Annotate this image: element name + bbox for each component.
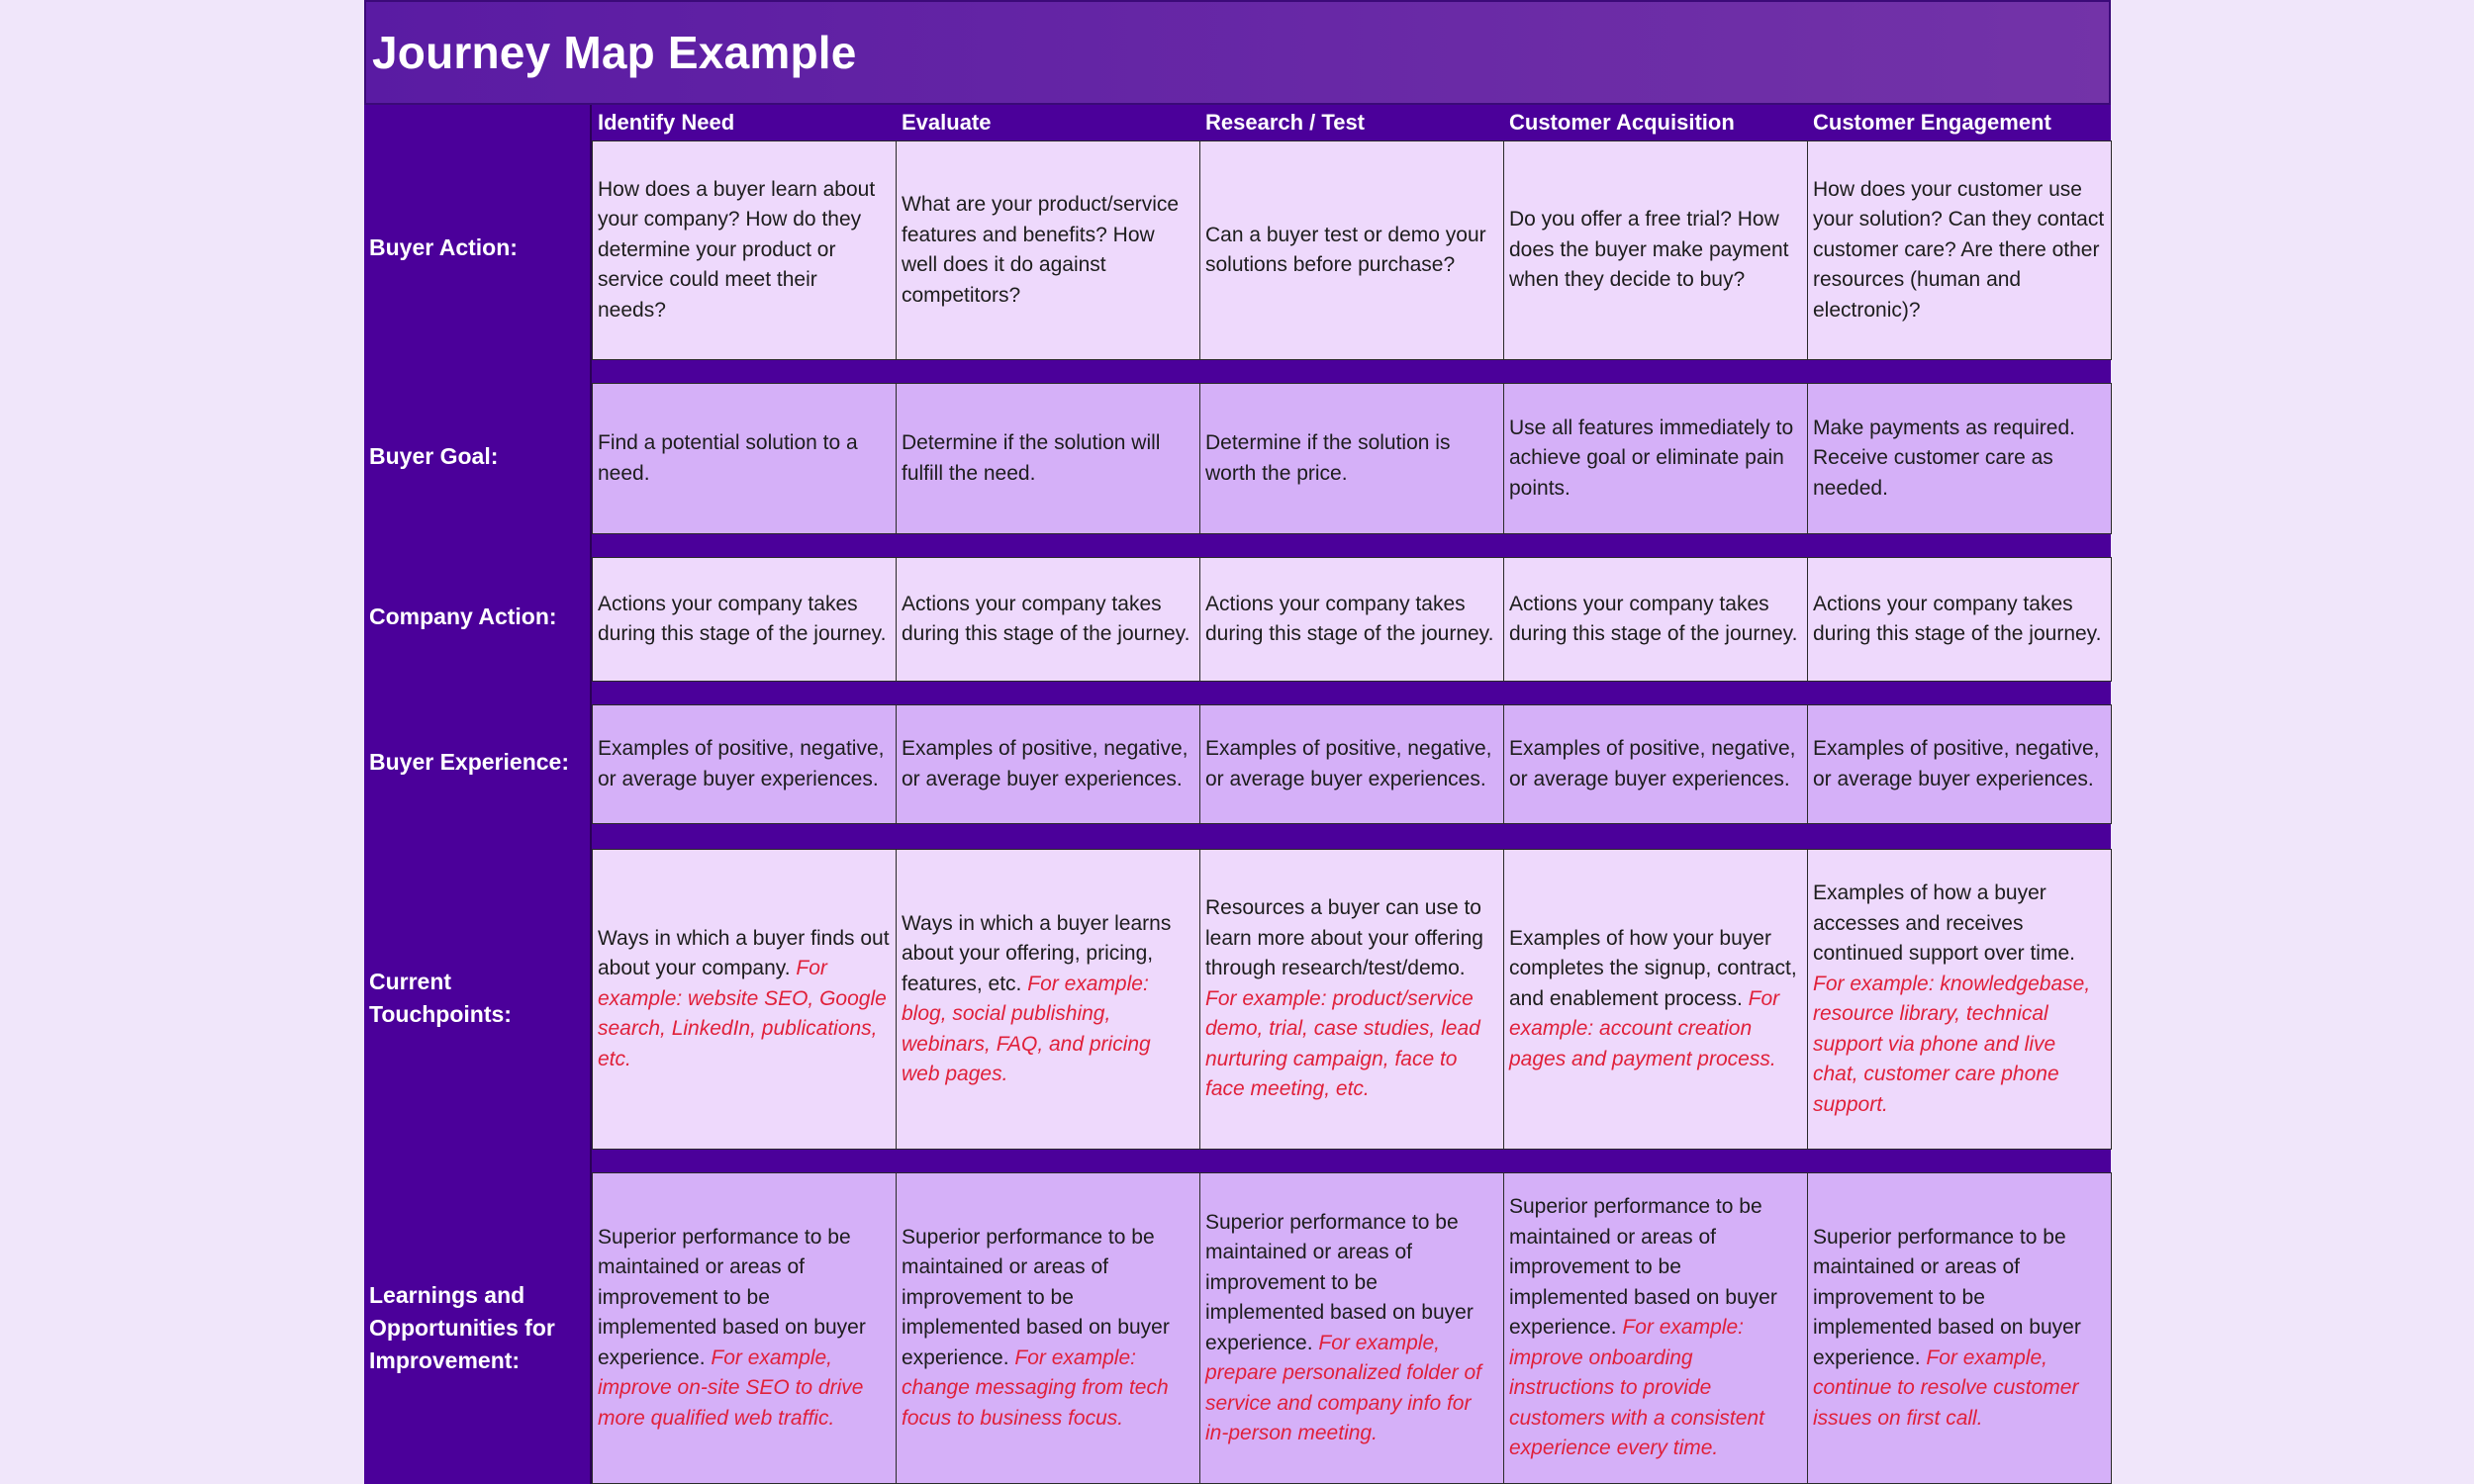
row-label-company-action: Company Action: — [369, 603, 557, 629]
cell-example-text: For example: account creation pages and payment process. — [1509, 986, 1780, 1070]
cell-content — [902, 190, 1193, 311]
cell-buyer-goal-customer-engagement — [1807, 383, 2112, 534]
cell-example-text: For example: improve onboarding instructions to provide customers with a consistent experience every time. — [1509, 1316, 1764, 1460]
cell-text: Can a buyer test or demo your solutions before purchase? — [1205, 223, 1486, 276]
cell-learnings-customer-engagement — [1807, 1172, 2112, 1484]
cell-learnings-evaluate — [896, 1172, 1200, 1484]
cell-text: Superior performance to be maintained or areas of improvement to be implemented based on buyer experience. — [1813, 1225, 2081, 1369]
column-header-identify-need: Identify Need — [598, 110, 735, 135]
cell-buyer-action-customer-engagement — [1807, 140, 2112, 360]
cell-text: Find a potential solution to a need. — [598, 431, 858, 485]
cell-content — [1813, 879, 2105, 1120]
cell-text: Examples of how your buyer completes the signup, contract, and enablement process. — [1509, 926, 1797, 1010]
cell-content — [1205, 893, 1497, 1105]
cell-text: Examples of positive, negative, or average buyer experiences. — [1205, 737, 1492, 790]
cell-text: How does a buyer learn about your company? How do they determine your product or service could meet their needs? — [598, 177, 876, 322]
cell-text: What are your product/service features and benefits? How well does it do against competitors? — [902, 193, 1180, 307]
cell-content — [598, 428, 890, 489]
cell-learnings-identify-need — [592, 1172, 897, 1484]
cell-text: Superior performance to be maintained or areas of improvement to be implemented based on buyer experience. — [1509, 1195, 1777, 1340]
cell-content — [598, 734, 890, 794]
cell-content — [1813, 414, 2105, 505]
cell-text: Ways in which a buyer learns about your offering, pricing, features, etc. — [902, 911, 1172, 995]
cell-text: Superior performance to be maintained or areas of improvement to be implemented based on buyer experience. — [902, 1225, 1170, 1369]
cell-content — [1509, 734, 1801, 794]
cell-buyer-goal-evaluate — [896, 383, 1200, 534]
cell-buyer-action-customer-acquisition — [1503, 140, 1808, 360]
cell-text: Actions your company takes during this stage of the journey. — [598, 592, 887, 645]
title-bar — [364, 0, 2111, 105]
cell-company-action-customer-engagement — [1807, 557, 2112, 682]
cell-content — [598, 175, 890, 326]
cell-buyer-experience-evaluate — [896, 704, 1200, 824]
cell-company-action-evaluate — [896, 557, 1200, 682]
cell-text: How does your customer use your solution? Can they contact customer care? Are there other resources (human and electronic)? — [1813, 177, 2105, 322]
cell-content — [1509, 414, 1801, 505]
cell-content — [902, 428, 1193, 489]
cell-current-touchpoints-customer-acquisition — [1503, 849, 1808, 1150]
cell-example-text: For example, prepare personalized folder of service and company info for in-person meeting. — [1205, 1331, 1482, 1444]
row-label-current-touchpoints: Current Touchpoints: — [369, 969, 512, 1027]
row-separator — [592, 534, 2111, 557]
cell-buyer-goal-research-test — [1199, 383, 1504, 534]
column-header-evaluate: Evaluate — [902, 110, 992, 135]
column-header-row — [592, 105, 2111, 140]
cell-text: Examples of how a buyer accesses and receives continued support over time. — [1813, 881, 2075, 965]
cell-buyer-action-identify-need — [592, 140, 897, 360]
cell-content — [1205, 734, 1497, 794]
cell-company-action-customer-acquisition — [1503, 557, 1808, 682]
column-header-research-test: Research / Test — [1205, 110, 1366, 135]
cell-example-text: For example, continue to resolve customer issues on first call. — [1813, 1345, 2079, 1430]
cell-learnings-customer-acquisition — [1503, 1172, 1808, 1484]
row-label-buyer-goal: Buyer Goal: — [369, 443, 499, 469]
cell-current-touchpoints-evaluate — [896, 849, 1200, 1150]
cell-company-action-research-test — [1199, 557, 1504, 682]
cell-example-text: For example: product/service demo, trial, case studies, lead nurturing campaign, face to face meeting, etc. — [1205, 986, 1480, 1101]
cell-text: Examples of positive, negative, or average buyer experiences. — [1813, 737, 2100, 790]
cell-text: Superior performance to be maintained or areas of improvement to be implemented based on buyer experience. — [1205, 1210, 1474, 1354]
column-header-customer-engagement: Customer Engagement — [1813, 110, 2051, 135]
cell-content — [598, 924, 890, 1075]
cell-buyer-experience-customer-engagement — [1807, 704, 2112, 824]
cell-content — [1205, 428, 1497, 489]
cell-text: Examples of positive, negative, or average buyer experiences. — [902, 737, 1189, 790]
cell-content — [1205, 221, 1497, 281]
row-label-buyer-action: Buyer Action: — [369, 234, 518, 260]
column-header-customer-acquisition: Customer Acquisition — [1509, 110, 1735, 135]
cell-text: Examples of positive, negative, or average buyer experiences. — [598, 737, 885, 790]
cell-content — [1813, 734, 2105, 794]
cell-text: Resources a buyer can use to learn more about your offering through research/test/demo. — [1205, 896, 1483, 980]
cell-content — [1813, 175, 2105, 326]
cell-text: Determine if the solution will fulfill the need. — [902, 431, 1161, 485]
cell-buyer-experience-research-test — [1199, 704, 1504, 824]
cell-text: Make payments as required. Receive customer care as needed. — [1813, 416, 2075, 500]
cell-content — [1509, 924, 1801, 1075]
cell-current-touchpoints-identify-need — [592, 849, 897, 1150]
row-separator — [592, 1150, 2111, 1172]
cell-buyer-goal-identify-need — [592, 383, 897, 534]
row-label-buyer-experience: Buyer Experience: — [369, 749, 569, 775]
cell-content — [1813, 1223, 2105, 1435]
cell-content — [902, 734, 1193, 794]
cell-text: Do you offer a free trial? How does the buyer make payment when they decide to buy? — [1509, 208, 1789, 292]
cell-content — [598, 590, 890, 650]
cell-content — [902, 590, 1193, 650]
row-labels-column — [364, 105, 592, 1484]
cell-buyer-action-evaluate — [896, 140, 1200, 360]
cell-company-action-identify-need — [592, 557, 897, 682]
cell-learnings-research-test — [1199, 1172, 1504, 1484]
cell-example-text: For example: blog, social publishing, webinars, FAQ, and pricing web pages. — [902, 972, 1151, 1085]
journey-map-sheet — [364, 0, 2111, 1484]
cell-content — [902, 1223, 1193, 1435]
cell-current-touchpoints-research-test — [1199, 849, 1504, 1150]
cell-content — [1205, 590, 1497, 650]
page-title: Journey Map Example — [372, 27, 857, 78]
cell-buyer-experience-customer-acquisition — [1503, 704, 1808, 824]
row-separator — [592, 824, 2111, 849]
cell-text: Ways in which a buyer finds out about your company. — [598, 926, 890, 980]
cell-content — [1205, 1208, 1497, 1449]
cell-text: Actions your company takes during this stage of the journey. — [902, 592, 1190, 645]
cell-text: Determine if the solution is worth the price. — [1205, 431, 1451, 485]
cell-example-text: For example, improve on-site SEO to drive more qualified web traffic. — [598, 1345, 864, 1430]
cell-text: Actions your company takes during this stage of the journey. — [1205, 592, 1494, 645]
row-label-learnings: Learnings and Opportunities for Improvement: — [369, 1282, 555, 1373]
cell-buyer-goal-customer-acquisition — [1503, 383, 1808, 534]
cell-text: Examples of positive, negative, or average buyer experiences. — [1509, 737, 1796, 790]
cell-text: Use all features immediately to achieve goal or eliminate pain points. — [1509, 416, 1794, 500]
cell-content — [1813, 590, 2105, 650]
cell-content — [902, 909, 1193, 1090]
cell-current-touchpoints-customer-engagement — [1807, 849, 2112, 1150]
cell-content — [1509, 205, 1801, 296]
cell-content — [1509, 1192, 1801, 1464]
row-separator — [592, 360, 2111, 383]
cell-text: Superior performance to be maintained or areas of improvement to be implemented based on buyer experience. — [598, 1225, 866, 1369]
cell-content — [1509, 590, 1801, 650]
cell-example-text: For example: website SEO, Google search, LinkedIn, publications, etc. — [598, 957, 887, 1070]
cell-text: Actions your company takes during this stage of the journey. — [1813, 592, 2102, 645]
cell-text: Actions your company takes during this stage of the journey. — [1509, 592, 1798, 645]
cell-buyer-action-research-test — [1199, 140, 1504, 360]
row-separator — [592, 682, 2111, 704]
cell-example-text: For example: knowledgebase, resource library, technical support via phone and live chat, customer care phone support. — [1813, 972, 2091, 1116]
cell-example-text: For example: change messaging from tech focus to business focus. — [902, 1345, 1169, 1430]
cell-content — [598, 1223, 890, 1435]
cell-buyer-experience-identify-need — [592, 704, 897, 824]
